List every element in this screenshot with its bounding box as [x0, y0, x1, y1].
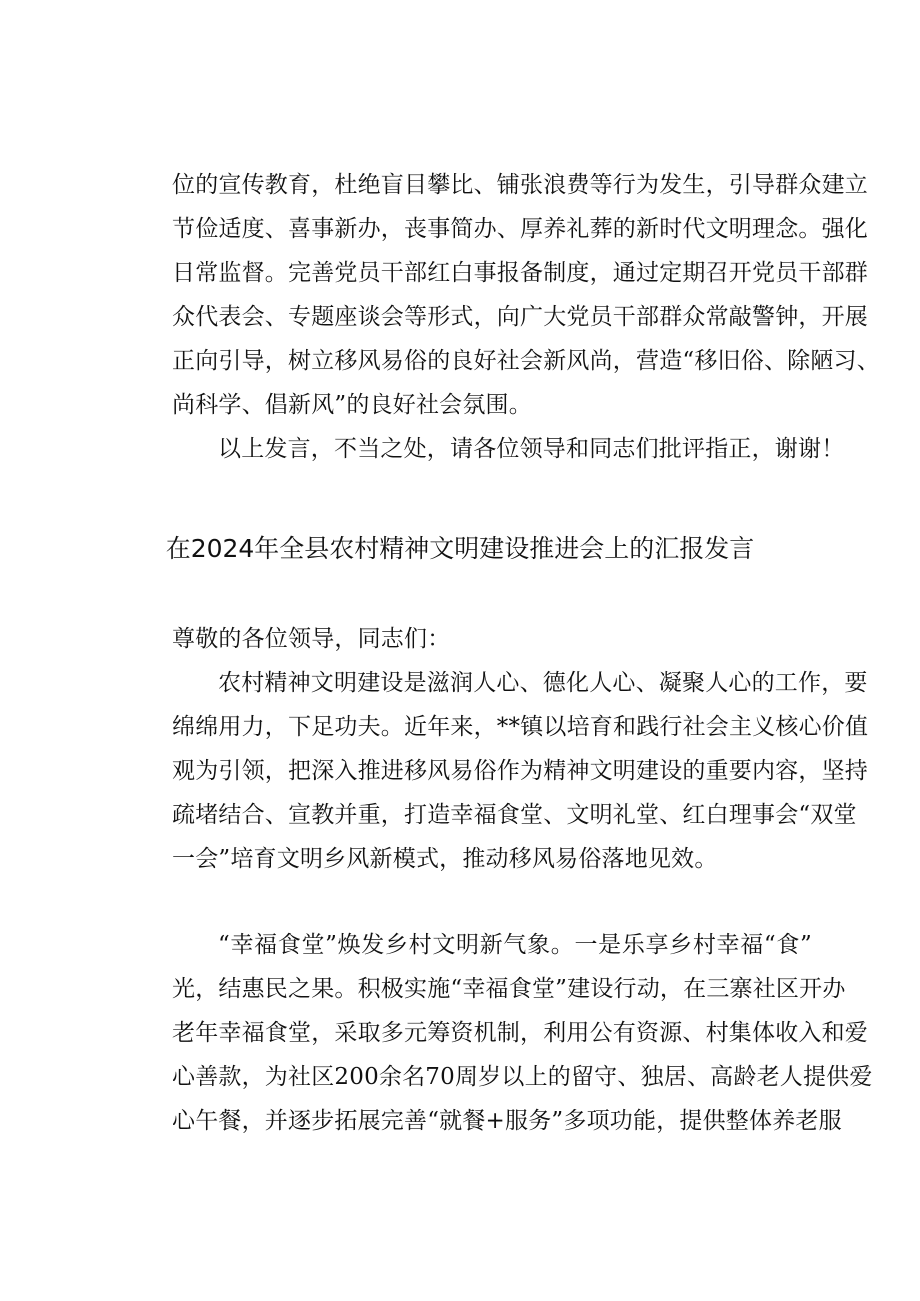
speech-title: 在2024年全县农村精神文明建设推进会上的汇报发言 — [165, 534, 755, 563]
paragraph-line: 光，结惠民之果。积极实施“幸福食堂”建设行动，在三寨社区开办 — [172, 976, 846, 1002]
paragraph-line: 观为引领，把深入推进移风易俗作为精神文明建设的重要内容，坚持 — [172, 758, 868, 784]
paragraph-line: 绵绵用力，下足功夫。近年来，**镇以培育和践行社会主义核心价值 — [172, 714, 869, 740]
paragraph-line: 众代表会、专题座谈会等形式，向广大党员干部群众常敲警钟，开展 — [172, 304, 868, 330]
paragraph-line: 老年幸福食堂，采取多元筹资机制，利用公有资源、村集体收入和爱 — [172, 1020, 868, 1046]
paragraph-line: “幸福食堂”焕发乡村文明新气象。一是乐享乡村幸福“食” — [218, 932, 812, 958]
paragraph-line: 心善款，为社区200余名70周岁以上的留守、独居、高龄老人提供爱 — [172, 1064, 873, 1090]
closing-remark: 以上发言，不当之处，请各位领导和同志们批评指正，谢谢！ — [218, 436, 845, 462]
paragraph-line: 一会”培育文明乡风新模式，推动移风易俗落地见效。 — [172, 846, 718, 872]
paragraph-line: 疏堵结合、宣教并重，打造幸福食堂、文明礼堂、红白理事会“双堂 — [172, 802, 857, 828]
paragraph-line: 心午餐，并逐步拓展完善“就餐+服务”多项功能，提供整体养老服 — [172, 1108, 842, 1134]
paragraph-line: 日常监督。完善党员干部红白事报备制度，通过定期召开党员干部群 — [172, 260, 868, 286]
paragraph-line: 尚科学、倡新风”的良好社会氛围。 — [172, 392, 532, 418]
paragraph-line: 节俭适度、喜事新办，丧事简办、厚养礼葬的新时代文明理念。强化 — [172, 216, 868, 242]
paragraph-line: 位的宣传教育，杜绝盲目攀比、铺张浪费等行为发生，引导群众建立 — [172, 172, 868, 198]
salutation: 尊敬的各位领导，同志们： — [172, 626, 451, 652]
paragraph-line: 农村精神文明建设是滋润人心、德化人心、凝聚人心的工作，要 — [218, 670, 868, 696]
paragraph-line: 正向引导，树立移风易俗的良好社会新风尚，营造“移旧俗、除陋习、 — [172, 348, 880, 374]
